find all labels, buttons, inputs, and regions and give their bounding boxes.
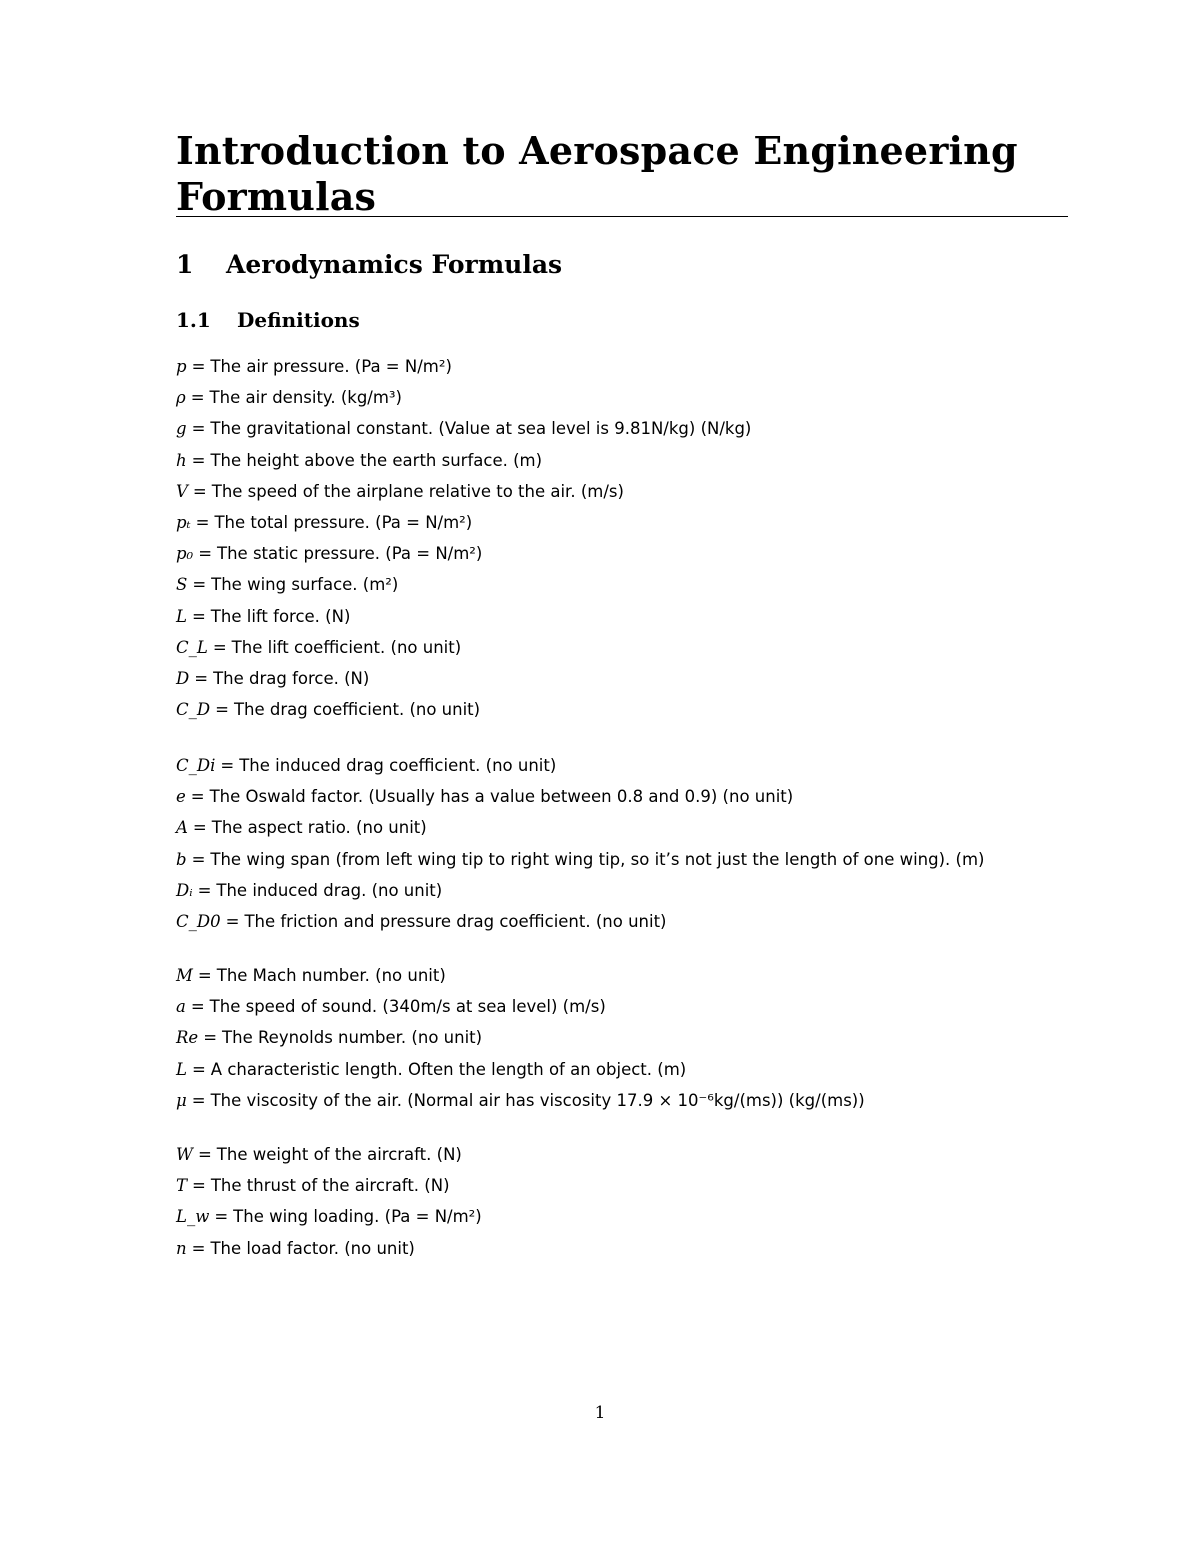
- definitions-group-basic: [176, 351, 751, 725]
- definition-item: [176, 476, 751, 507]
- definition-text: The height above the earth surface. (m): [210, 450, 543, 470]
- definition-text: The induced drag coefficient. (no unit): [239, 756, 557, 775]
- definition-symbol: n: [176, 1238, 187, 1258]
- equals-sign: =: [191, 1238, 206, 1258]
- definition-text: The friction and pressure drag coefficient. (no unit): [244, 911, 667, 931]
- definition-item: [176, 351, 751, 382]
- definition-item: [176, 1139, 482, 1170]
- definition-symbol: ρ: [176, 388, 186, 408]
- definition-symbol: L: [176, 1059, 187, 1079]
- definition-text: The speed of the airplane relative to the air. (m/s): [211, 481, 624, 501]
- definition-text: The static pressure. (Pa = N/m²): [217, 544, 483, 564]
- equals-sign: =: [190, 997, 205, 1017]
- definition-text: The Mach number. (no unit): [216, 966, 446, 985]
- equals-sign: =: [214, 1207, 229, 1227]
- definition-item: [176, 875, 984, 906]
- definition-item: [176, 781, 984, 812]
- equals-sign: =: [220, 756, 235, 775]
- equals-sign: =: [225, 911, 240, 931]
- definition-text: The wing surface. (m²): [211, 575, 399, 595]
- definition-item: [176, 750, 984, 781]
- definition-text: The weight of the aircraft. (N): [216, 1145, 462, 1164]
- definition-text: The viscosity of the air. (Normal air has viscosity 17.9 × 10⁻⁶kg/(ms)) (kg/(ms)): [210, 1090, 865, 1110]
- definition-symbol: S: [176, 575, 188, 595]
- equals-sign: =: [194, 668, 209, 688]
- equals-sign: =: [191, 450, 206, 470]
- definition-text: The lift force. (N): [210, 606, 351, 626]
- definition-item: [176, 445, 751, 476]
- definition-item: [176, 601, 751, 632]
- definition-text: The drag coefficient. (no unit): [233, 700, 481, 720]
- subsection-number: 1.1: [176, 308, 211, 332]
- definition-item: [176, 844, 984, 875]
- definition-item: [176, 1085, 865, 1116]
- page-number: 1: [594, 1403, 606, 1423]
- definition-text: The gravitational constant. (Value at sea level is 9.81N/kg) (N/kg): [210, 419, 752, 439]
- definitions-group-drag: [176, 750, 984, 937]
- definition-text: The thrust of the aircraft. (N): [210, 1176, 450, 1196]
- definitions-group-performance: [176, 1139, 482, 1264]
- definition-item: [176, 1233, 482, 1264]
- definition-text: The Oswald factor. (Usually has a value between 0.8 and 0.9) (no unit): [209, 787, 794, 807]
- definition-item: [176, 960, 865, 991]
- definitions-group-flow: [176, 960, 865, 1116]
- definition-item: [176, 1170, 482, 1201]
- definition-item: [176, 1022, 865, 1053]
- definition-symbol: μ: [176, 1090, 187, 1110]
- section-number: 1: [176, 250, 194, 279]
- definition-item: [176, 906, 984, 937]
- definition-symbol: pₜ: [176, 512, 191, 532]
- equals-sign: =: [191, 849, 206, 869]
- definition-symbol: C_D: [176, 700, 211, 720]
- definition-item: [176, 1054, 865, 1085]
- definition-text: The speed of sound. (340m/s at sea level) (m/s): [209, 997, 606, 1017]
- definition-item: [176, 382, 751, 413]
- definition-symbol: h: [176, 450, 187, 470]
- definition-item: [176, 413, 751, 444]
- subsection-title: Definitions: [237, 308, 360, 332]
- definition-item: [176, 632, 751, 663]
- definition-text: The lift coefficient. (no unit): [231, 637, 462, 657]
- equals-sign: =: [191, 1090, 206, 1110]
- equals-sign: =: [191, 1059, 206, 1079]
- definition-text: The aspect ratio. (no unit): [211, 818, 427, 838]
- definition-symbol: a: [176, 997, 186, 1017]
- section-heading: [176, 248, 562, 282]
- definition-symbol: p: [176, 357, 187, 376]
- definition-item: [176, 663, 751, 694]
- definition-text: The Reynolds number. (no unit): [222, 1028, 483, 1048]
- equals-sign: =: [190, 388, 205, 408]
- equals-sign: =: [190, 787, 205, 807]
- equals-sign: =: [198, 544, 213, 564]
- definition-symbol: V: [176, 481, 188, 501]
- equals-sign: =: [197, 966, 212, 985]
- definition-symbol: g: [176, 419, 187, 439]
- equals-sign: =: [195, 512, 210, 532]
- definition-text: The wing loading. (Pa = N/m²): [233, 1207, 482, 1227]
- definition-symbol: A: [176, 818, 188, 838]
- subsection-heading: [176, 306, 360, 334]
- definition-item: [176, 507, 751, 538]
- definition-text: The air pressure. (Pa = N/m²): [210, 357, 452, 376]
- definition-symbol: C_L: [176, 637, 208, 657]
- definition-item: [176, 1201, 482, 1232]
- equals-sign: =: [212, 637, 227, 657]
- equals-sign: =: [197, 1145, 212, 1164]
- definition-symbol: L_w: [176, 1207, 210, 1227]
- definition-item: [176, 694, 751, 725]
- equals-sign: =: [192, 575, 207, 595]
- definition-text: The air density. (kg/m³): [209, 388, 402, 408]
- definition-text: The wing span (from left wing tip to right wing tip, so it’s not just the length of one wing). (m): [210, 849, 985, 869]
- definition-item: [176, 812, 984, 843]
- definition-symbol: M: [176, 966, 193, 985]
- definition-symbol: C_D0: [176, 911, 221, 931]
- definition-item: [176, 538, 751, 569]
- definition-symbol: T: [176, 1176, 188, 1196]
- equals-sign: =: [197, 880, 212, 900]
- definition-text: The load factor. (no unit): [210, 1238, 415, 1258]
- equals-sign: =: [192, 481, 207, 501]
- definition-symbol: W: [176, 1145, 193, 1164]
- equals-sign: =: [192, 1176, 206, 1196]
- definition-symbol: D: [176, 668, 190, 688]
- equals-sign: =: [191, 357, 206, 376]
- definition-item: [176, 569, 751, 600]
- definition-text: A characteristic length. Often the length of an object. (m): [210, 1059, 687, 1079]
- definition-item: [176, 991, 865, 1022]
- definition-text: The total pressure. (Pa = N/m²): [214, 512, 473, 532]
- definition-symbol: p₀: [176, 544, 194, 564]
- definition-symbol: b: [176, 849, 187, 869]
- equals-sign: =: [215, 700, 229, 720]
- definition-symbol: Dᵢ: [176, 880, 193, 900]
- equals-sign: =: [191, 419, 206, 439]
- definition-symbol: C_Di: [176, 756, 216, 775]
- equals-sign: =: [191, 606, 206, 626]
- definition-text: The drag force. (N): [213, 668, 370, 688]
- equals-sign: =: [192, 818, 207, 838]
- equals-sign: =: [203, 1028, 218, 1048]
- definition-text: The induced drag. (no unit): [216, 880, 443, 900]
- section-title: Aerodynamics Formulas: [226, 250, 563, 279]
- title-underline: [176, 216, 1068, 217]
- definition-symbol: L: [176, 606, 187, 626]
- document-title: Introduction to Aerospace Engineering Formulas: [176, 128, 1018, 219]
- definition-symbol: Re: [176, 1028, 199, 1048]
- definition-symbol: e: [176, 787, 186, 807]
